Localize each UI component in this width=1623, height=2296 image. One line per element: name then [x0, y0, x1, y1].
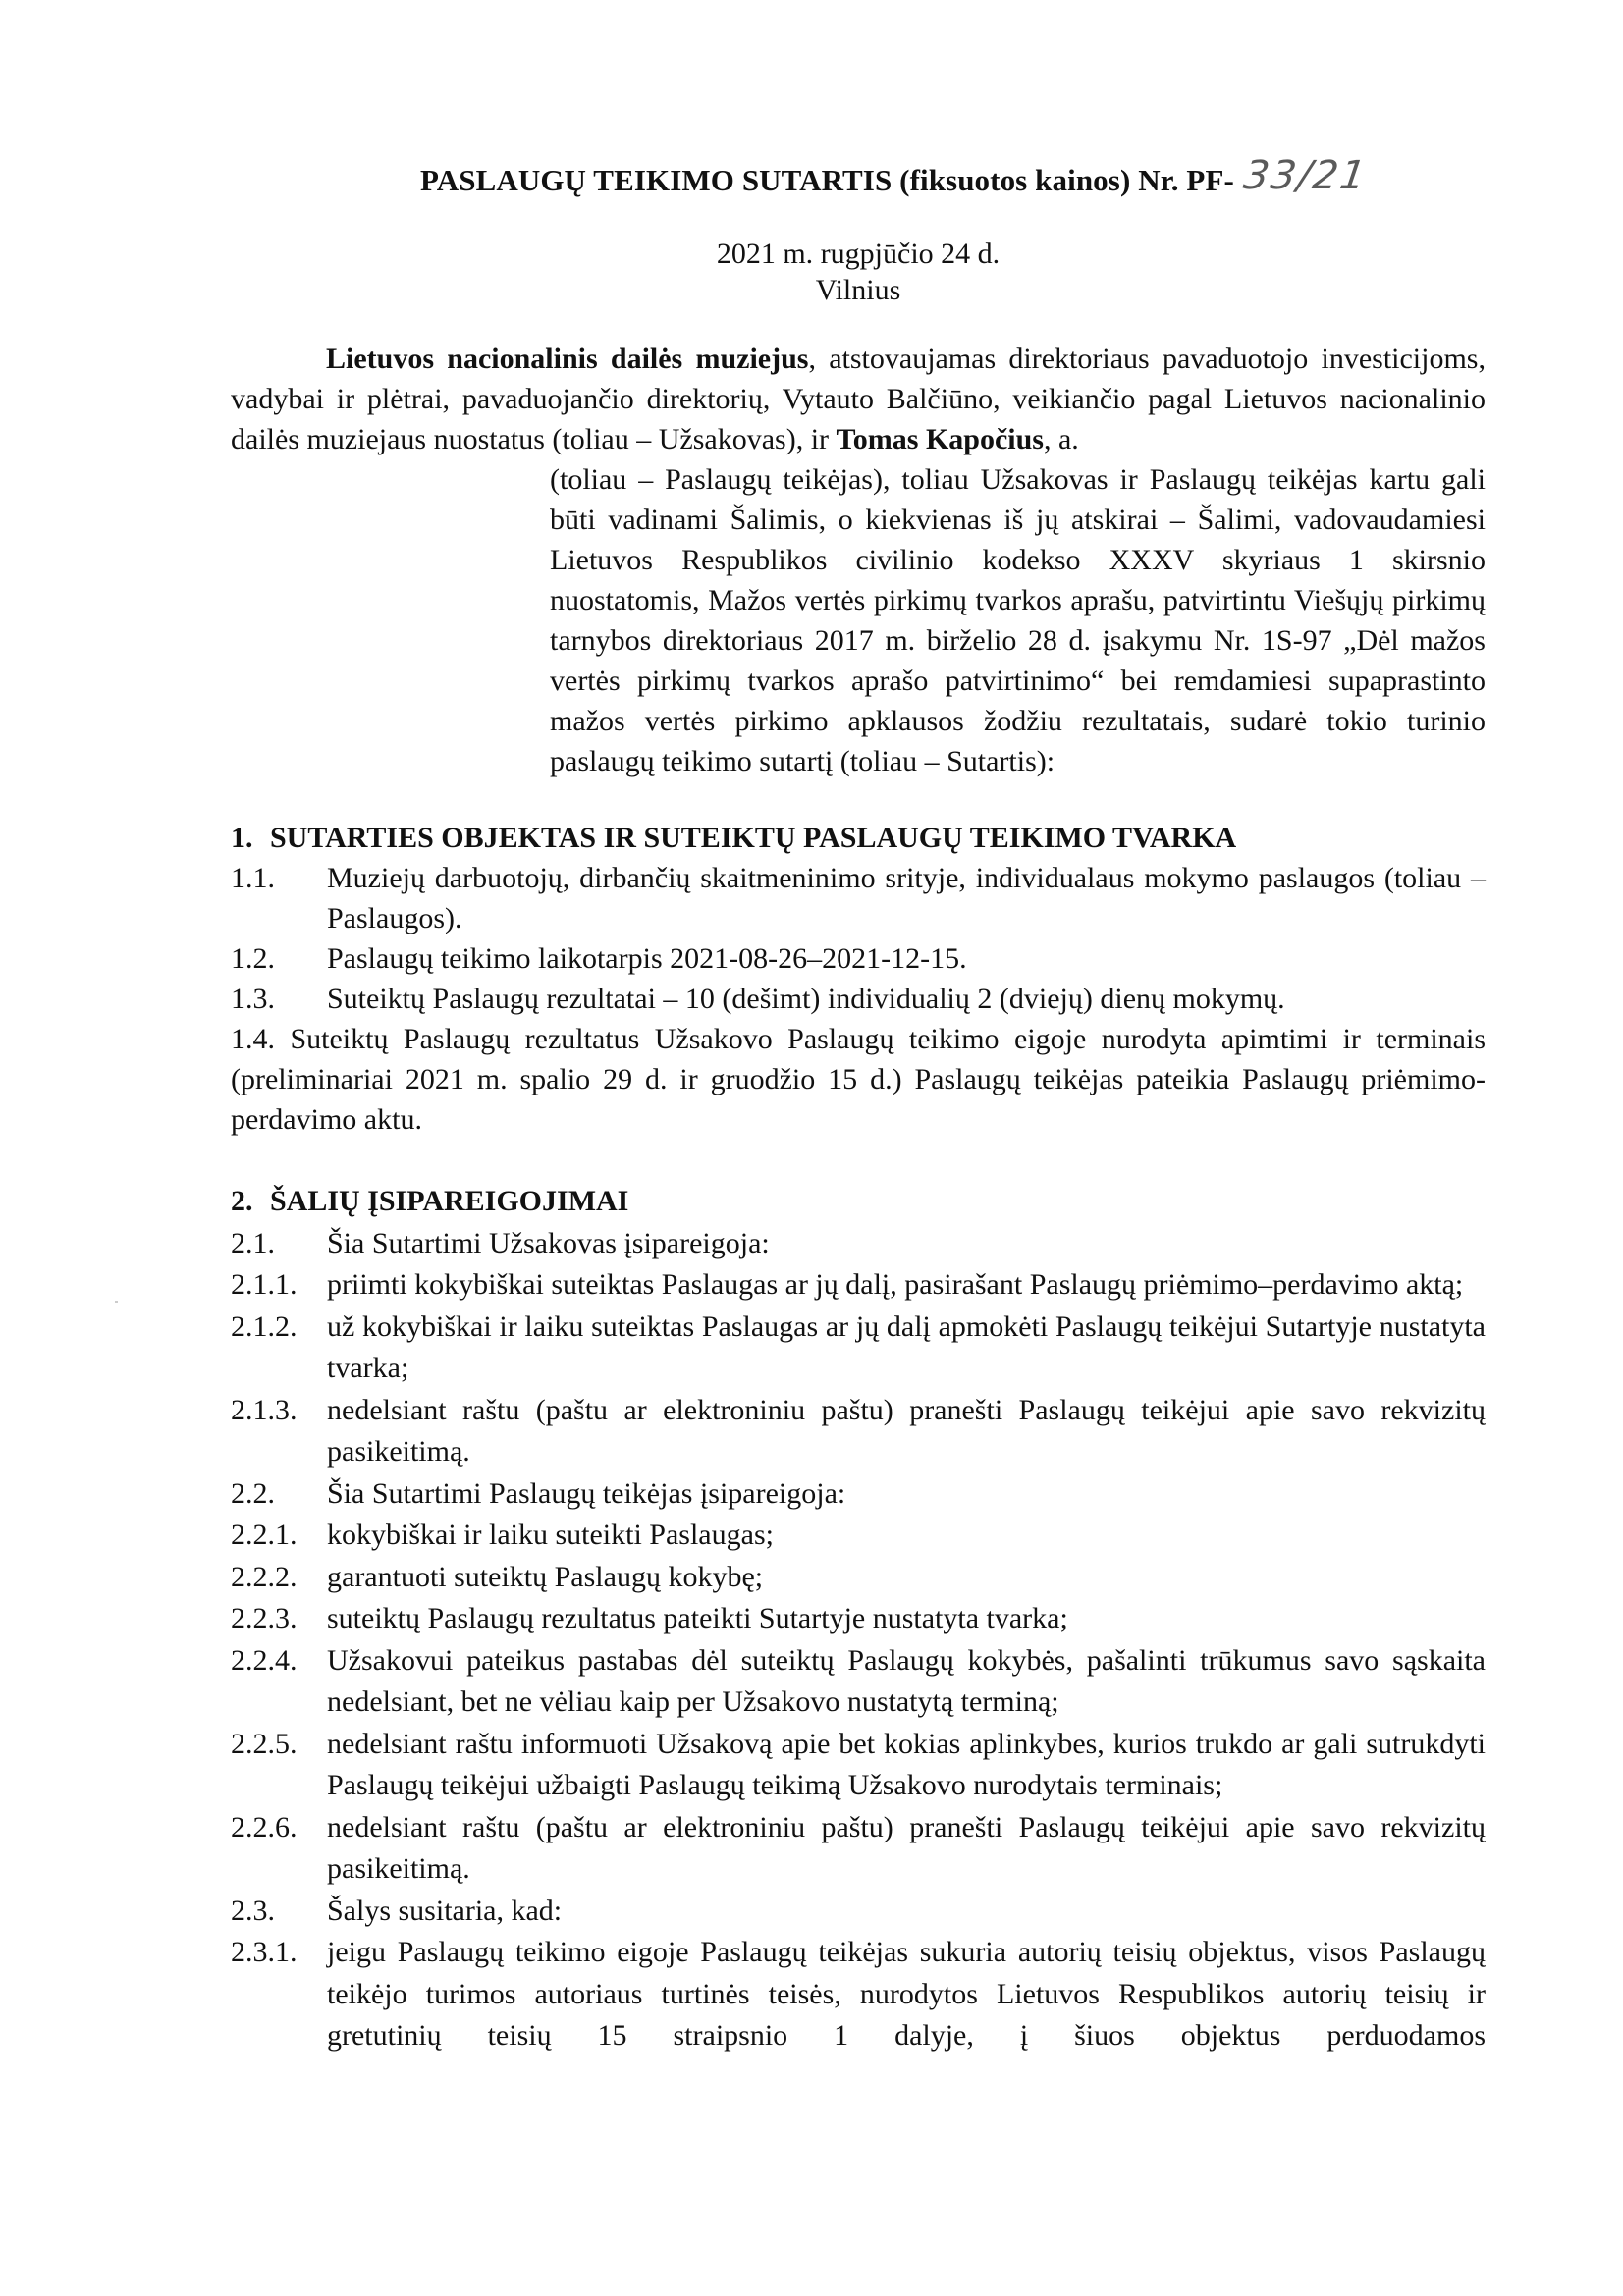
clause-text: nedelsiant raštu (paštu ar elektroniniu paštu) pranešti Paslaugų teikėjui apie savo rekvizitų pasikeitimą. [327, 1810, 1486, 1885]
clause-2-3-1 [231, 1932, 1486, 2057]
clause-text: Suteiktų Paslaugų rezultatai – 10 (dešimt) individualių 2 (dviejų) dienų mokymų. [327, 983, 1285, 1015]
section-2-title: ŠALIŲ ĮSIPAREIGOJIMAI [270, 1185, 629, 1217]
clause-text: jeigu Paslaugų teikimo eigoje Paslaugų teikėjas sukuria autorių teisių objektus, visos Paslaugų teikėjo turimos autoriaus turtinės teisės, nurodytos Lietuvos Respublikos autorių teisių ir gretutinių teisių 15 straipsnio 1 dalyje, į šiuos objektus perduodamos [327, 1936, 1486, 2052]
clause-1-4: 1.4. Suteiktų Paslaugų rezultatus Užsakovo Paslaugų teikimo eigoje nurodyta apimtimi ir terminais (preliminariai 2021 m. spalio 29 d. ir gruodžio 15 d.) Paslaugų teikėjas pateikia Paslaugų priėmimo-perdavimo aktu. [231, 1023, 1486, 1136]
contract-date: 2021 m. rugpjūčio 24 d. [716, 238, 1001, 270]
clause-text: nedelsiant raštu informuoti Užsakovą apie bet kokias aplinkybes, kurios trukdo ar gali sutrukdyti Paslaugų teikėjui užbaigti Paslaugų teikimą Užsakovo nurodytais terminais; [327, 1727, 1486, 1801]
clause-number: 1.2. [231, 942, 275, 975]
clause-2-3 [231, 1891, 1486, 1933]
section-1-heading [231, 818, 1486, 858]
clause-number: 2.1.3. [231, 1393, 298, 1426]
contract-title-text: PASLAUGŲ TEIKIMO SUTARTIS (fiksuotos kainos) Nr. PF- [420, 163, 1234, 197]
section-1-title: SUTARTIES OBJEKTAS IR SUTEIKTŲ PASLAUGŲ TEIKIMO TVARKA [270, 822, 1237, 854]
clause-text: Šia Sutartimi Paslaugų teikėjas įsipareigoja: [327, 1476, 846, 1510]
clause-2-1-3 [231, 1390, 1486, 1473]
date-location [231, 236, 1486, 308]
clause-2-1-1 [231, 1264, 1486, 1307]
clause-number: 2.3.1. [231, 1936, 298, 1968]
party-customer-name: Lietuvos nacionalinis dailės muziejus [326, 343, 809, 375]
clause-number: 2.2.4. [231, 1643, 298, 1677]
clause-2-2-1 [231, 1515, 1486, 1557]
section-2-heading [231, 1181, 1486, 1223]
clause-text: suteiktų Paslaugų rezultatus pateikti Sutartyje nustatyta tvarka; [327, 1602, 1068, 1634]
clause-text: priimti kokybiškai suteiktas Paslaugas ar jų dalį, pasirašant Paslaugų priėmimo–perdavimo aktą; [327, 1268, 1464, 1301]
clause-2-1 [231, 1223, 1486, 1265]
clause-1-2 [231, 938, 1486, 979]
clause-number: 2.1.1. [231, 1268, 298, 1301]
clause-2-1-2 [231, 1307, 1486, 1390]
contract-city: Vilnius [815, 274, 901, 306]
clause-number: 2.2.2. [231, 1560, 298, 1593]
section-2 [231, 1181, 1486, 2057]
clause-number: 2.1.2. [231, 1309, 298, 1343]
clause-text: kokybiškai ir laiku suteikti Paslaugas; [327, 1519, 774, 1551]
party-provider-name: Tomas Kapočius [836, 423, 1044, 455]
clause-text: Šalys susitaria, kad: [327, 1894, 563, 1927]
intro-text-2: , a. [1043, 423, 1079, 455]
clause-number: 1.1. [231, 862, 275, 894]
intro-text-1: , atstovaujamas direktoriaus pavaduotojo investicijoms, vadybai ir plėtrai, pavaduojančio direktorių, Vytauto Balčiūno, veikiančio pagal Lietuvos nacionalinio dailės muziejaus nuostatus (toliau – Užsakovas), ir [231, 343, 1486, 455]
section-1 [231, 818, 1486, 1140]
clause-text: garantuoti suteiktų Paslaugų kokybę; [327, 1560, 764, 1593]
section-1-number: 1. [231, 822, 253, 854]
clause-text: Užsakovui pateikus pastabas dėl suteiktų Paslaugų kokybės, pašalinti trūkumus savo sąskaita nedelsiant, bet ne vėliau kaip per Užsakovo nustatytą terminą; [327, 1643, 1486, 1718]
clause-2-2-3 [231, 1598, 1486, 1640]
clause-2-2 [231, 1473, 1486, 1516]
parties-paragraph [231, 339, 1486, 459]
clause-number: 2.2.1. [231, 1519, 298, 1551]
contract-title [420, 153, 1371, 200]
intro-text-3: (toliau – Paslaugų teikėjas), toliau Užsakovas ir Paslaugų teikėjas kartu gali būti vadinami Šalimis, o kiekvienas iš jų atskirai – Šalimi, vadovaudamiesi Lietuvos Respublikos civilinio kodekso XXXV skyriaus 1 skirsnio nuostatomis, Mažos vertės pirkimų tvarkos aprašu, patvirtintu Viešųjų pirkimų tarnybos direktoriaus 2017 m. birželio 28 d. įsakymu Nr. 1S-97 „Dėl mažos vertės pirkimų tvarkos aprašo patvirtinimo“ bei remdamiesi supaprastinto mažos vertės pirkimo apklausos žodžiu rezultatais, sudarė tokio turinio paslaugų teikimo sutartį (toliau – Sutartis): [550, 463, 1486, 777]
clause-number: 2.2.6. [231, 1810, 298, 1843]
scan-speck [115, 1301, 118, 1303]
clause-2-2-6 [231, 1807, 1486, 1891]
clause-number: 2.2.5. [231, 1727, 298, 1760]
clause-2-2-2 [231, 1557, 1486, 1599]
clause-number: 2.2. [231, 1476, 275, 1510]
clause-1-3 [231, 979, 1486, 1019]
clause-1-1 [231, 858, 1486, 938]
clause-text: už kokybiškai ir laiku suteiktas Paslaugas ar jų dalį apmokėti Paslaugų teikėjui Sutartyje nustatyta tvarka; [327, 1309, 1486, 1384]
clause-number: 2.3. [231, 1894, 275, 1927]
clause-number: 2.1. [231, 1226, 275, 1259]
intro-paragraph [231, 339, 1486, 781]
clause-text: Šia Sutartimi Užsakovas įsipareigoja: [327, 1226, 770, 1259]
handwritten-contract-number: 33/21 [1240, 153, 1371, 198]
clause-number: 2.2.3. [231, 1602, 298, 1634]
clause-text: Paslaugų teikimo laikotarpis 2021-08-26–2021-12-15. [327, 942, 967, 975]
intro-continuation-first [231, 459, 1486, 781]
clause-text: Muziejų darbuotojų, dirbančių skaitmeninimo srityje, individualaus mokymo paslaugos (toliau – Paslaugos). [327, 862, 1486, 934]
section-2-number: 2. [231, 1185, 253, 1217]
clause-number: 1.3. [231, 983, 275, 1015]
clause-2-2-4 [231, 1640, 1486, 1724]
clause-2-2-5 [231, 1724, 1486, 1807]
clause-text: nedelsiant raštu (paštu ar elektroniniu paštu) pranešti Paslaugų teikėjui apie savo rekvizitų pasikeitimą. [327, 1393, 1486, 1468]
